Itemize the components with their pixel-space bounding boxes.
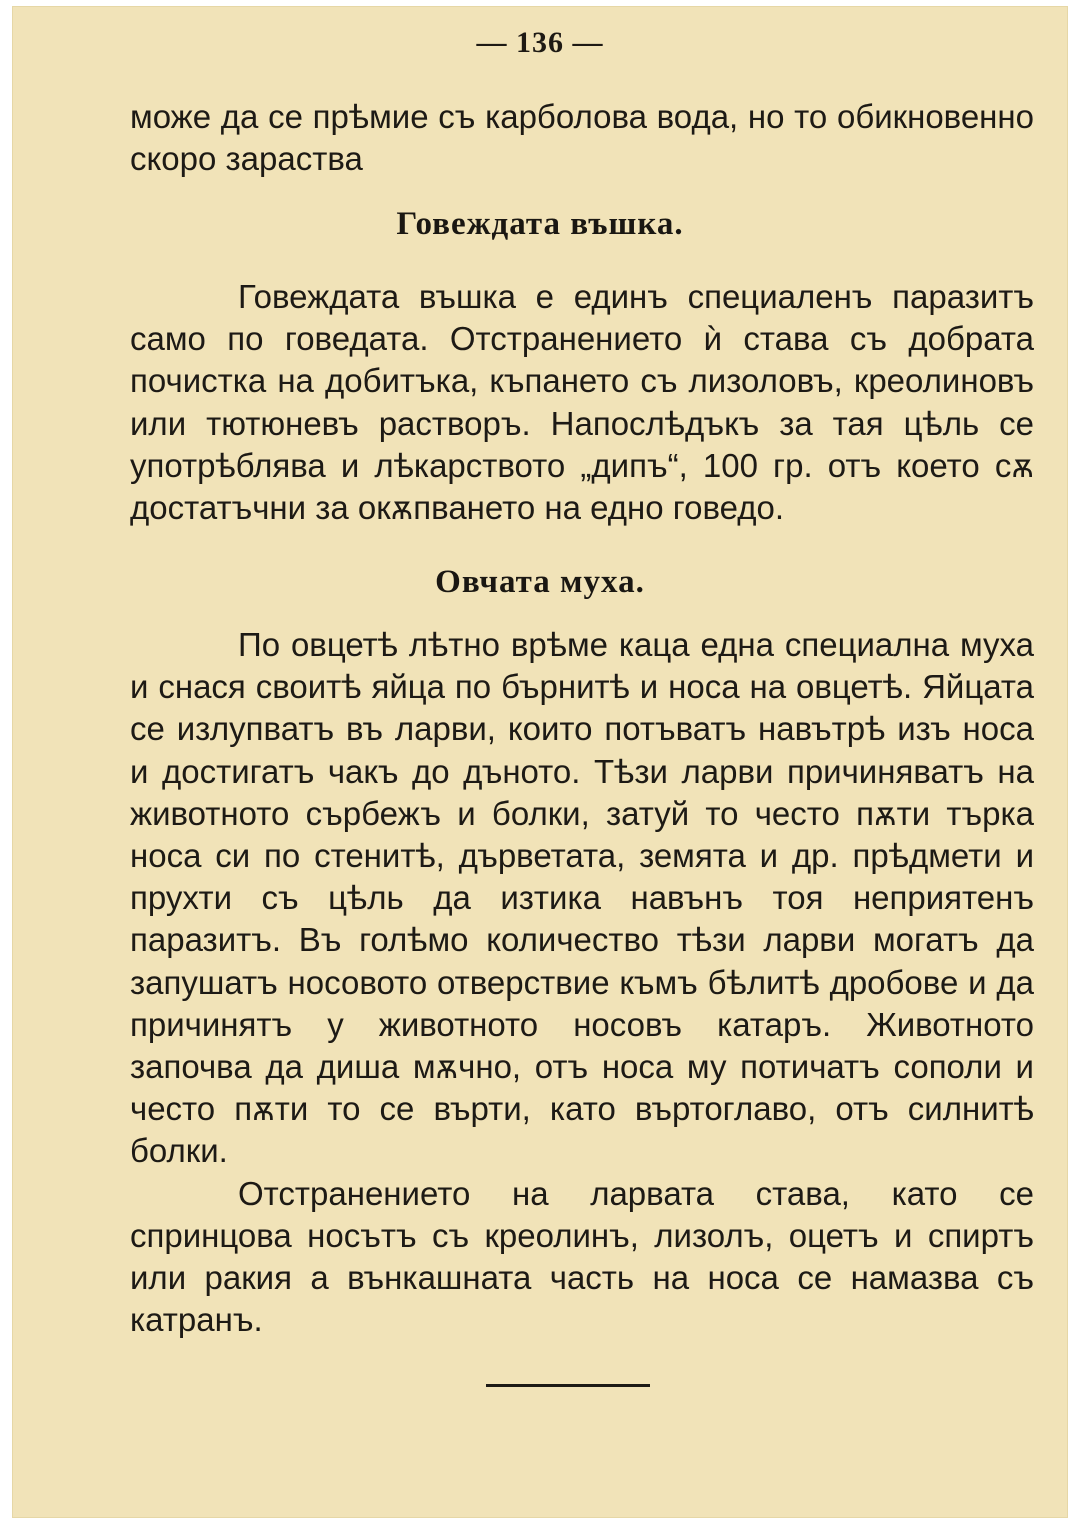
book-page [12,6,1068,1518]
section-heading-sheep-fly: Овчата муха. [435,564,645,600]
section-sheep-fly-body [130,624,1034,1341]
section-cattle-louse-body [130,276,1034,529]
intro-paragraph: може да се прѣмие съ карболова вода, но то обикновенно скоро зараства [130,98,1034,178]
section-heading-cattle-louse: Говеждата въшка. [396,206,684,242]
sheep-fly-paragraph-1: По овцетѣ лѣтно врѣме каца една специална муха и снася своитѣ яйца по бърнитѣ и носа на овцетѣ. Яйцата се излупватъ въ ларви, които потъватъ навътрѣ изъ носа и достигатъ чакъ до дъното. Тѣзи ларви причиняватъ на животното сърбежъ и болки, затуй то често пѫти търка носа си по стенитѣ, дърветата, земята и др. прѣдмети и прухти съ цѣль да изтика навънъ тоя неприятенъ паразитъ. Въ голѣмо количество тѣзи ларви могатъ да запушатъ носовото отверствие къмъ бѣлитѣ дробове и да причинятъ у животното носовъ катаръ. Животното започва да диша мѫчно, отъ носа му потичатъ сополи и често пѫти то се върти, като въртоглаво, отъ силнитѣ болки. [130,626,1034,1170]
cattle-louse-paragraph: Говеждата въшка е единъ специаленъ паразитъ само по говедата. Отстранението ѝ става съ добрата почистка на добитъка, къпането съ лизоловъ, креолиновъ или тютюневъ растворъ. Напослѣдъкъ за тая цѣль се употрѣблява и лѣкарството „дипъ“, 100 гр. отъ което сѫ достатъчни за окѫпването на едно говедо. [130,278,1034,527]
sheep-fly-paragraph-2: Отстранението на ларвата става, като се спринцова носътъ съ креолинъ, лизолъ, оцетъ и спиртъ или ракия а вънкашната часть на носа се намазва съ катранъ. [130,1174,1034,1339]
section-end-rule [486,1384,650,1387]
page-number: — 136 — [476,26,604,59]
intro-paragraph-block [130,96,1034,180]
